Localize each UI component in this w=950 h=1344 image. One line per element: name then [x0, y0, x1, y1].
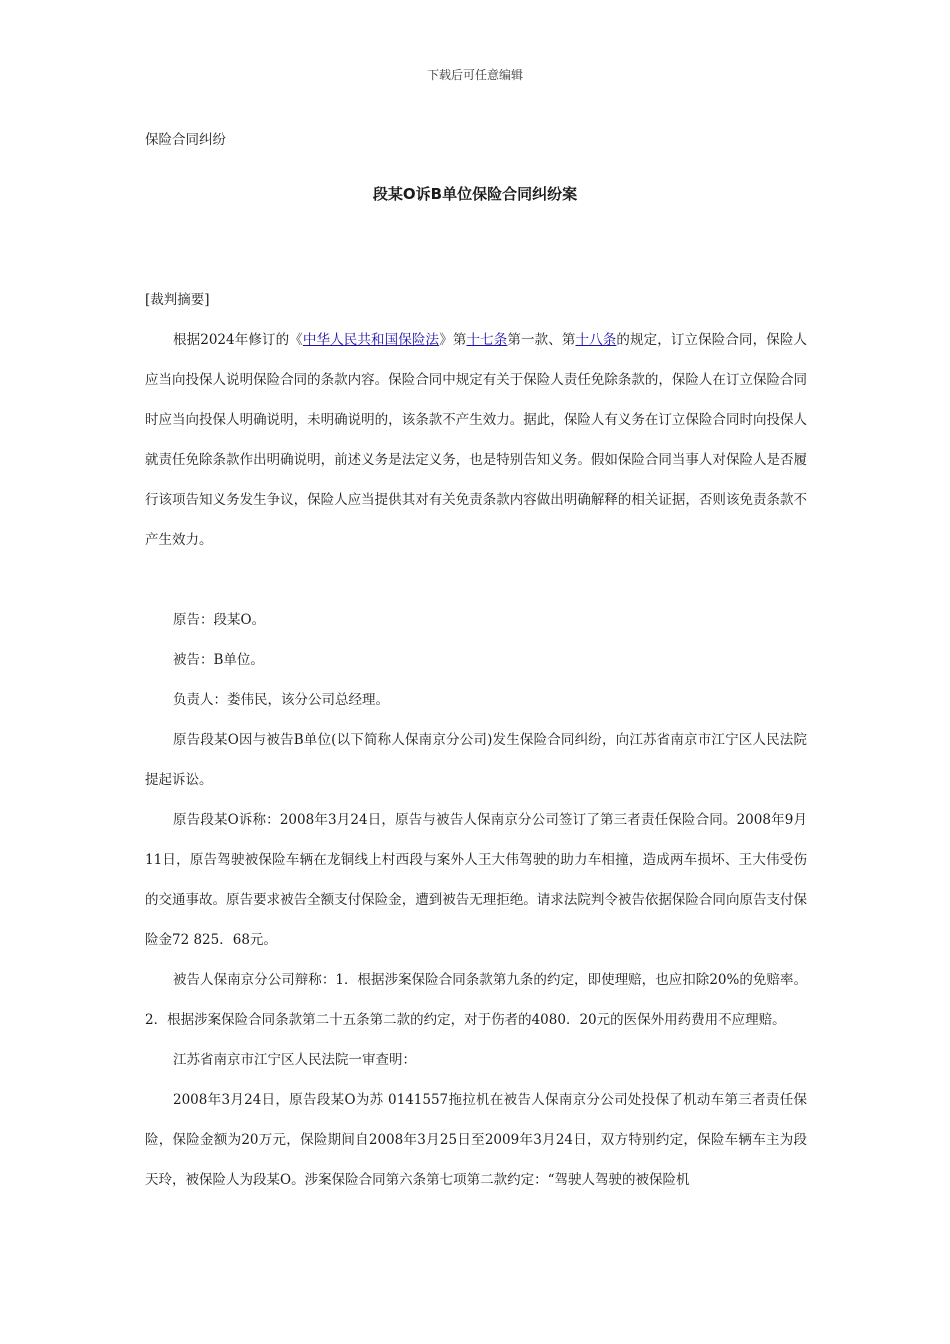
article-17-link[interactable]: 十七条 — [466, 332, 508, 348]
document-body — [145, 280, 807, 1200]
summary-text-1: 根据2024年修订的《 — [173, 332, 303, 348]
court-findings-heading: 江苏省南京市江宁区人民法院一审查明： — [173, 1052, 416, 1068]
summary-paragraph — [145, 320, 807, 560]
summary-text-2: 》第 — [439, 332, 467, 348]
defendant-line: 被告：B单位。 — [173, 652, 264, 668]
facts-paragraph: 2008年3月24日，原告段某O为苏 0141557拖拉机在被告人保南京分公司处投保了机动车第三者责任保险，保险金额为20万元，保险期间自2008年3月25日至2009年3月24日，双方特别约定，保险车辆车主为段天玲，被保险人为段某O。涉案保险合同第六条第七项第二款约定：“驾驶人驾驶的被保险机 — [145, 1092, 807, 1188]
responsible-person-line: 负责人：娄伟民，该分公司总经理。 — [173, 692, 389, 708]
article-18-link[interactable]: 十八条 — [575, 332, 617, 348]
summary-text-3: 第一款、第 — [507, 332, 576, 348]
summary-text-4: 的规定，订立保险合同，保险人应当向投保人说明保险合同的条款内容。保险合同中规定有关于保险人责任免除条款的，保险人在订立保险合同时应当向投保人明确说明，未明确说明的，该条款不产生效力。据此，保险人有义务在订立保险合同时向投保人就责任免除条款作出明确说明，前述义务是法定义务，也是特别告知义务。假如保险合同当事人对保险人是否履行该项告知义务发生争议，保险人应当提供其对有关免责条款内容做出明确解释的相关证据，否则该免责条款不产生效力。 — [145, 332, 808, 548]
case-category: 保险合同纠纷 — [145, 132, 226, 148]
plaintiff-line: 原告：段某O。 — [173, 612, 266, 628]
defendant-defense-paragraph: 被告人保南京分公司辩称：1．根据涉案保险合同条款第九条的约定，即使理赔，也应扣除20%的免赔率。2．根据涉案保险合同条款第二十五条第二款的约定，对于伤者的4080．20元的医保外用药费用不应理赔。 — [145, 972, 807, 1028]
document-title: 段某O诉B单位保险合同纠纷案 — [372, 185, 578, 203]
case-intro-paragraph: 原告段某O因与被告B单位(以下简称人保南京分公司)发生保险合同纠纷，向江苏省南京市江宁区人民法院提起诉讼。 — [145, 732, 807, 788]
paragraph-gap — [145, 560, 807, 600]
insurance-law-link[interactable]: 中华人民共和国保险法 — [302, 332, 440, 348]
summary-label: [裁判摘要] — [145, 292, 210, 308]
plaintiff-claim-paragraph: 原告段某O诉称：2008年3月24日，原告与被告人保南京分公司签订了第三者责任保险合同。2008年9月11日，原告驾驶被保险车辆在龙铜线上村西段与案外人王大伟驾驶的助力车相撞，造成两车损坏、王大伟受伤的交通事故。原告要求被告全额支付保险金，遭到被告无理拒绝。请求法院判令被告依据保险合同向原告支付保险金72 825．68元。 — [145, 812, 807, 948]
header-note: 下载后可任意编辑 — [426, 68, 523, 82]
